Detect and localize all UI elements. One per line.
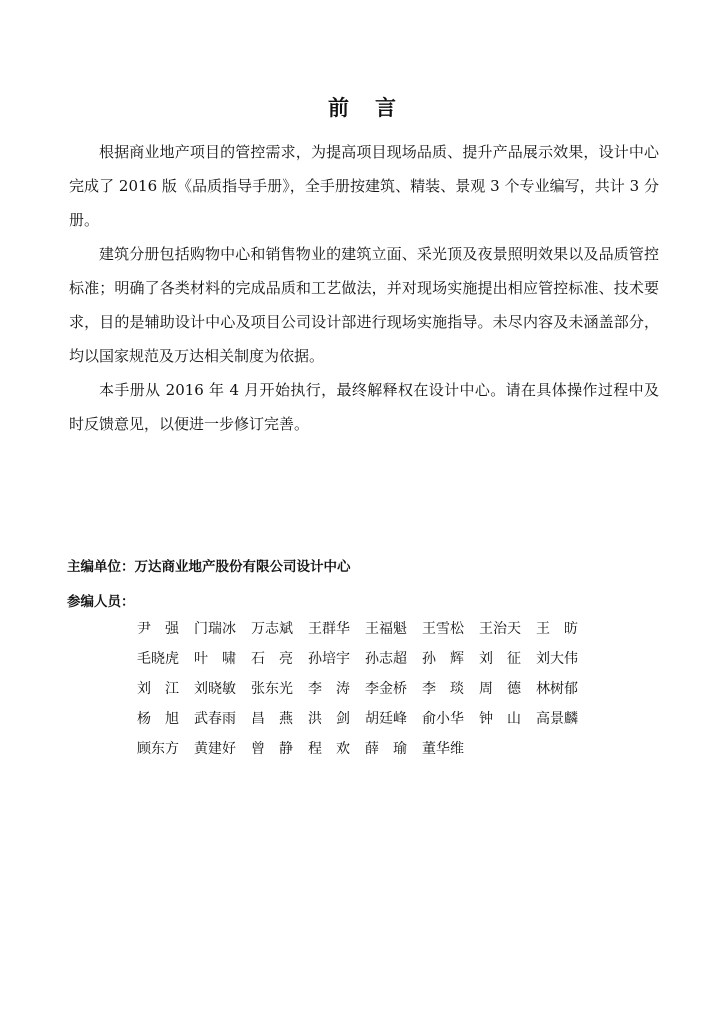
member-name: 尹 强 xyxy=(137,621,179,637)
page-title xyxy=(0,92,724,122)
editing-unit: 主编单位：万达商业地产股份有限公司设计中心 xyxy=(67,559,351,575)
member-name: 孙志超 xyxy=(365,651,407,667)
member-name: 王雪松 xyxy=(422,621,464,637)
member-name: 李 琰 xyxy=(422,681,464,697)
preface-body xyxy=(69,135,659,441)
member-names-grid xyxy=(137,614,607,764)
member-name: 武春雨 xyxy=(194,711,236,727)
paragraph-3: 本手册从 2016 年 4 月开始执行，最终解释权在设计中心。请在具体操作过程中及时反馈意见，以便进一步修订完善。 xyxy=(69,381,659,433)
member-name: 刘大伟 xyxy=(536,651,578,667)
paragraph-1: 根据商业地产项目的管控需求，为提高项目现场品质、提升产品展示效果，设计中心完成了 2016 版《品质指导手册》，全手册按建筑、精装、景观 3 个专业编写，共计 3 分册。 xyxy=(69,143,659,229)
member-name: 高景麟 xyxy=(536,711,578,727)
member-name: 王 昉 xyxy=(536,621,578,637)
member-name: 董华维 xyxy=(422,741,464,757)
member-name: 毛晓虎 xyxy=(137,651,179,667)
member-name: 刘晓敏 xyxy=(194,681,236,697)
member-name: 刘 江 xyxy=(137,681,179,697)
member-name: 张东光 xyxy=(251,681,293,697)
member-name: 杨 旭 xyxy=(137,711,179,727)
member-name: 昌 燕 xyxy=(251,711,293,727)
member-name: 李 涛 xyxy=(308,681,350,697)
member-name: 钟 山 xyxy=(479,711,521,727)
member-name: 刘 征 xyxy=(479,651,521,667)
members-label: 参编人员： xyxy=(67,594,135,610)
member-name: 黄建好 xyxy=(194,741,236,757)
member-name: 石 亮 xyxy=(251,651,293,667)
member-name: 万志斌 xyxy=(251,621,293,637)
title-char-2: 言 xyxy=(375,96,396,120)
member-name: 王治天 xyxy=(479,621,521,637)
member-name: 洪 剑 xyxy=(308,711,350,727)
member-name: 李金桥 xyxy=(365,681,407,697)
member-name: 孙培宇 xyxy=(308,651,350,667)
member-name: 薛 瑜 xyxy=(365,741,407,757)
member-name: 门瑞冰 xyxy=(194,621,236,637)
member-name: 孙 辉 xyxy=(422,651,464,667)
member-name: 叶 啸 xyxy=(194,651,236,667)
member-name: 王福魁 xyxy=(365,621,407,637)
title-char-1: 前 xyxy=(328,96,349,120)
paragraph-2: 建筑分册包括购物中心和销售物业的建筑立面、采光顶及夜景照明效果以及品质管控标准；明确了各类材料的完成品质和工艺做法，并对现场实施提出相应管控标准、技术要求，目的是辅助设计中心及项目公司设计部进行现场实施指导。未尽内容及未涵盖部分，均以国家规范及万达相关制度为依据。 xyxy=(69,245,659,365)
member-name: 顾东方 xyxy=(137,741,179,757)
member-name: 周 德 xyxy=(479,681,521,697)
member-name: 王群华 xyxy=(308,621,350,637)
member-name: 胡廷峰 xyxy=(365,711,407,727)
member-name: 曾 静 xyxy=(251,741,293,757)
member-name: 林树郁 xyxy=(536,681,578,697)
member-name: 程 欢 xyxy=(308,741,350,757)
member-name: 俞小华 xyxy=(422,711,464,727)
